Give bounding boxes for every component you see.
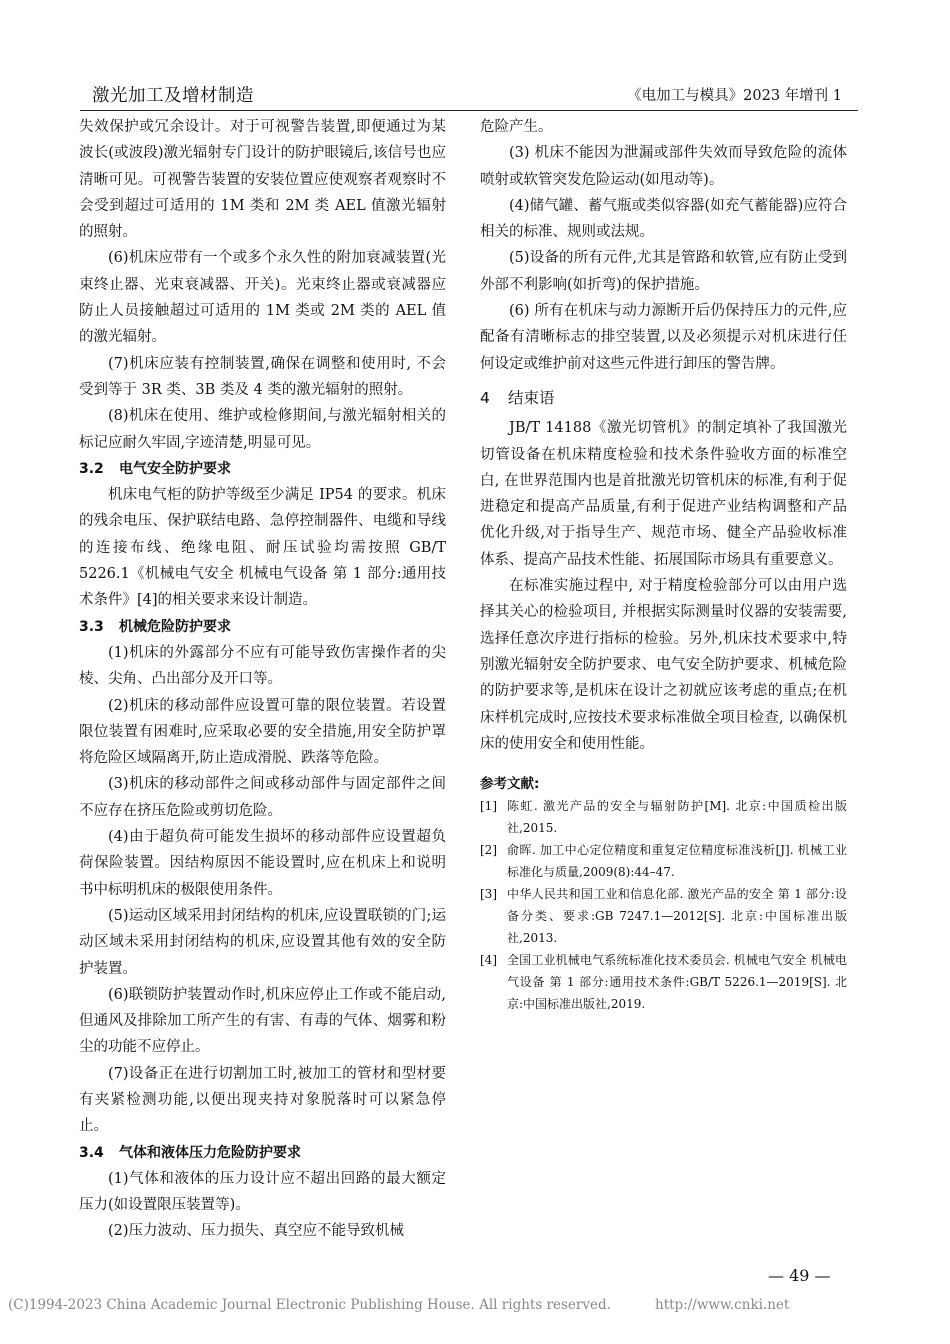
cnki-link[interactable]: http://www.cnki.net [655, 1297, 790, 1313]
paragraph: (7)机床应装有控制装置,确保在调整和使用时, 不会受到等于 3R 类、3B 类及 4 类的激光辐射的照射。 [79, 355, 446, 398]
paragraph: (2)机床的移动部件应设置可靠的限位装置。若设置限位装置有困难时,应采取必要的安全措施,用安全防护罩将危险区域隔离开,防止造成滑脱、跌落等危险。 [79, 697, 446, 767]
reference-number: [1] [480, 799, 497, 814]
header-divider [80, 110, 858, 111]
reference-number: [4] [480, 953, 497, 968]
reference-text: 陈虹. 激光产品的安全与辐射防护[M]. 北京:中国质检出版社,2015. [507, 799, 847, 836]
page-number: — 49 — [768, 1266, 831, 1285]
section-heading-3-2 [79, 456, 446, 482]
paragraph: 失效保护或冗余设计。对于可视警告装置,即便通过为某波长(或波段)激光辐射专门设计的防护眼镜后,该信号也应清晰可见。可视警告装置的安装位置应使观察者观察时不会受到超过可适用的 1M 类和 2M 类 AEL 值激光辐射的照射。 [79, 119, 446, 241]
reference-number: [2] [480, 843, 497, 858]
section-heading-3-4 [79, 1140, 446, 1166]
section-title: 气体和液体压力危险防护要求 [119, 1144, 301, 1161]
paragraph: 危险产生。 [480, 119, 553, 135]
paragraph: (3)机床的移动部件之间或移动部件与固定部件之间不应存在挤压危险或剪切危险。 [79, 776, 446, 819]
section-title: 电气安全防护要求 [119, 460, 231, 477]
paragraph: (4)储气罐、蓄气瓶或类似容器(如充气蓄能器)应符合相关的标准、规则或法规。 [480, 197, 847, 241]
paragraph: (2)压力波动、压力损失、真空应不能导致机械 [108, 1223, 405, 1240]
section-heading-4 [480, 385, 847, 411]
paragraph: (8)机床在使用、维护或检修期间,与激光辐射相关的标记应耐久牢固,字迹清楚,明显可见。 [79, 408, 446, 451]
section-number: 3.4 [79, 1144, 104, 1161]
paragraph: (3) 机床不能因为泄漏或部件失效而导致危险的流体喷射或软管突发危险运动(如甩动等)。 [480, 145, 847, 188]
paragraph: (7)设备正在进行切割加工时,被加工的管材和型材要有夹紧检测功能,以便出现夹持对象脱落时可以紧急停止。 [79, 1065, 446, 1135]
section-number: 3.3 [79, 618, 104, 635]
reference-item [480, 839, 847, 883]
reference-text: 全国工业机械电气系统标准化技术委员会. 机械电气安全 机械电气设备 第 1 部分:通用技术条件:GB/T 5226.1—2019[S]. 北京:中国标准出版社,2019. [507, 953, 847, 1012]
journal-issue: 《电加工与模具》2023 年增刊 1 [627, 88, 842, 104]
section-title: 结束语 [508, 388, 555, 407]
right-column [480, 114, 847, 1015]
paragraph: (5)运动区域采用封闭结构的机床,应设置联锁的门;运动区域未采用封闭结构的机床,应设置其他有效的安全防护装置。 [79, 907, 446, 977]
reference-text: 中华人民共和国工业和信息化部. 激光产品的安全 第 1 部分:设备分类、要求:GB 7247.1—2012[S]. 北京:中国标准出版社,2013. [507, 887, 847, 946]
references-heading: 参考文献: [480, 776, 540, 793]
reference-item [480, 883, 847, 949]
reference-number: [3] [480, 887, 497, 902]
section-number: 3.2 [79, 460, 104, 477]
section-heading-3-3 [79, 614, 446, 640]
paragraph: (4)由于超负荷可能发生损坏的移动部件应设置超负荷保险装置。因结构原因不能设置时,应在机床上和说明书中标明机床的极限使用条件。 [79, 829, 446, 898]
section-number: 4 [480, 388, 490, 407]
section-title: 机械危险防护要求 [119, 618, 231, 635]
journal-section-title: 激光加工及增材制造 [92, 86, 254, 106]
copyright-notice: (C)1994-2023 China Academic Journal Electronic Publishing House. All rights reserved. [8, 1297, 611, 1313]
paragraph: (1)机床的外露部分不应有可能导致伤害操作者的尖棱、尖角、凸出部分及开口等。 [79, 644, 446, 688]
left-column [79, 114, 446, 1245]
paragraph: (6) 所有在机床与动力源断开后仍保持压力的元件,应配备有清晰标志的排空装置,以及必须提示对机床进行任何设定或维护前对这些元件进行卸压的警告牌。 [480, 303, 847, 372]
paragraph: (5)设备的所有元件,尤其是管路和软管,应有防止受到外部不利影响(如折弯)的保护措施。 [480, 250, 847, 293]
paragraph: (6)机床应带有一个或多个永久性的附加衰减装置(光束终止器、光束衰减器、开关)。光束终止器或衰减器应防止人员接触超过可适用的 1M 类或 2M 类的 AEL 值的激光辐射。 [79, 250, 446, 346]
paragraph: (1)气体和液体的压力设计应不超出回路的最大额定压力(如设置限压装置等)。 [79, 1170, 446, 1214]
paragraph: (6)联锁防护装置动作时,机床应停止工作或不能启动,但通风及排除加工所产生的有害、有毒的气体、烟雾和粉尘的功能不应停止。 [79, 986, 446, 1056]
paragraph: 在标准实施过程中, 对于精度检验部分可以由用户选择其关心的检验项目, 并根据实际测量时仪器的安装需要, 选择任意次序进行指标的检验。另外,机床技术要求中,特别激光辐射安全防护要求、电气安全防护要求、机械危险的防护要求等,是机床在设计之初就应该考虑的重点;在机床样机完成时,应按技术要求标准做全项目检查, 以确保机床的使用安全和使用性能。 [480, 578, 847, 752]
reference-item [480, 949, 847, 1015]
reference-item [480, 795, 847, 839]
paragraph: JB/T 14188《激光切管机》的制定填补了我国激光切管设备在机床精度检验和技术条件验收方面的标准空白, 在世界范围内也是首批激光切管机床的标准,有利于促进稳定和提高产品质量,有利于促进产业结构调整和产品优化升级,对于指导生产、规范市场、健全产品验收标准体系、提高产品技术性能、拓展国际市场具有重要意义。 [480, 420, 847, 568]
reference-text: 俞晖. 加工中心定位精度和重复定位精度标准浅析[J]. 机械工业标准化与质量,2009(8):44–47. [507, 843, 847, 880]
paragraph: 机床电气柜的防护等级至少满足 IP54 的要求。机床的残余电压、保护联结电路、急停控制器件、电缆和导线的连接布线、绝缘电阻、耐压试验均需按照 GB/T 5226.1《机械电气安全 机械电气设备 第 1 部分:通用技术条件》[4]的相关要求来设计制造。 [79, 487, 446, 609]
